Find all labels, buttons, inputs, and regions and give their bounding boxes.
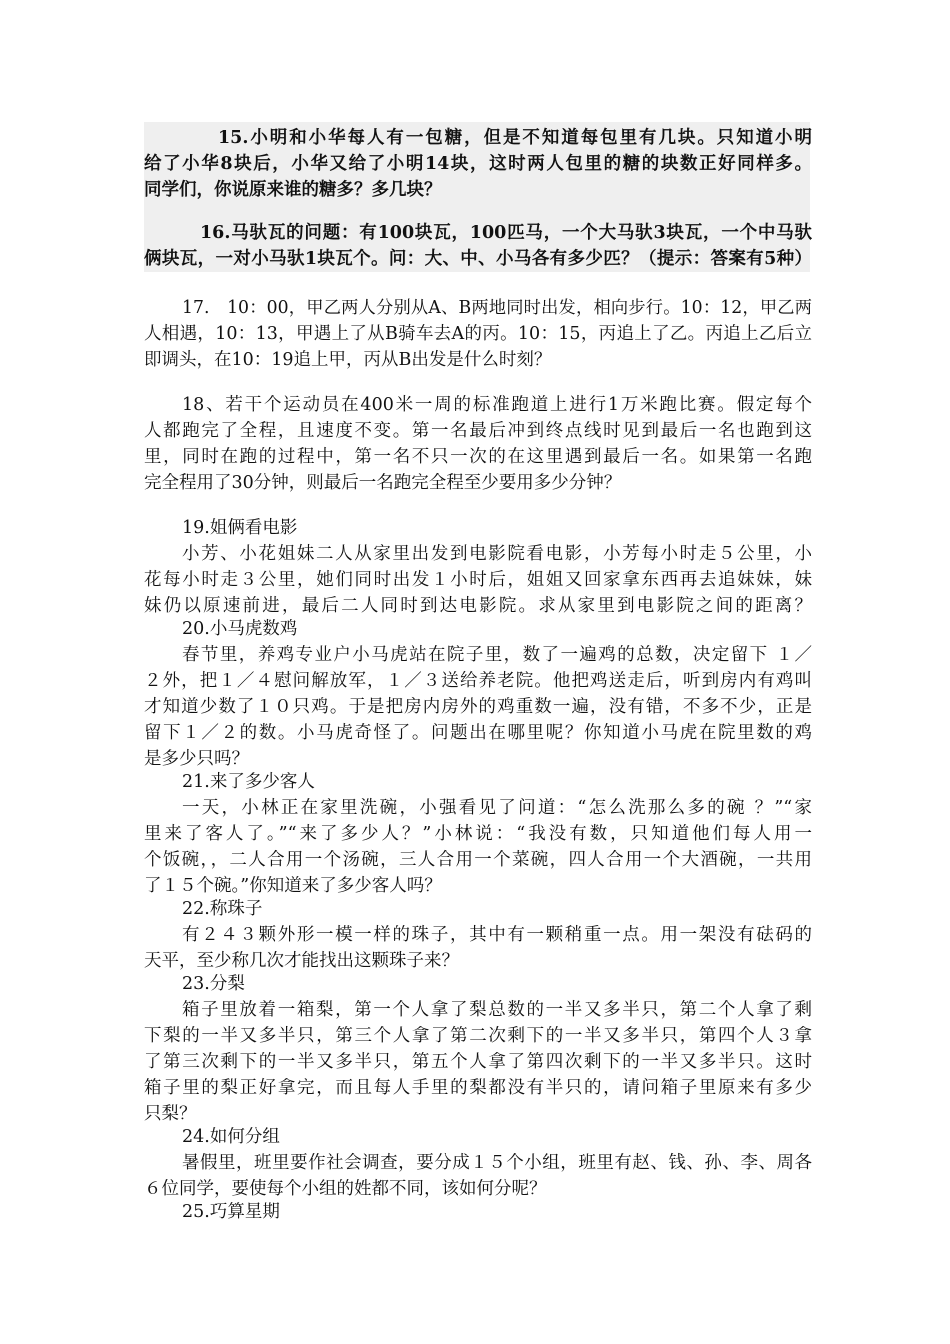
- paragraph-line: 给了小华8块后，小华又给了小明14块，这时两人包里的糖的块数正好同样多。: [144, 154, 812, 174]
- paragraph-line: 花每小时走３公里，她们同时出发１小时后，姐姐又回家拿东西再去追妹妹，妹: [144, 570, 812, 590]
- paragraph-line: 里来了客人了。”“来了多少人？”小林说：“我没有数，只知道他们每人用一: [144, 824, 812, 844]
- question-title: 19.姐俩看电影: [182, 518, 298, 538]
- paragraph-line: ６位同学，要使每个小组的姓都不同，该如何分呢？: [144, 1179, 547, 1199]
- paragraph-line: 暑假里，班里要作社会调查，要分成１５个小组，班里有赵、钱、孙、李、周各: [182, 1153, 812, 1173]
- question-title: 25.巧算星期: [182, 1202, 280, 1222]
- paragraph-line: 是多少只吗？: [144, 749, 249, 769]
- paragraph-line: 箱子里放着一箱梨，第一个人拿了梨总数的一半又多半只，第二个人拿了剩: [182, 1000, 812, 1020]
- paragraph-line: 16.马驮瓦的问题：有100块瓦，100匹马，一个大马驮3块瓦，一个中马驮: [200, 223, 812, 243]
- paragraph-line: 下梨的一半又多半只，第三个人拿了第二次剩下的一半又多半只，第四个人３拿: [144, 1026, 812, 1046]
- paragraph-line: 了１５个碗。”你知道来了多少客人吗？: [144, 876, 442, 896]
- paragraph-line: 才知道少数了１０只鸡。于是把房内房外的鸡重数一遍，没有错，不多不少，正是: [144, 697, 812, 717]
- paragraph-line: 完全程用了30分钟，则最后一名跑完全程至少要用多少分钟？: [144, 473, 622, 493]
- paragraph-line: ２外，把１／４慰问解放军，１／３送给养老院。他把鸡送走后，听到房内有鸡叫: [144, 671, 812, 691]
- paragraph-line: 17. 10：00，甲乙两人分别从A、B两地同时出发，相向步行。10：12，甲乙两: [182, 298, 812, 318]
- paragraph-line: 妹仍以原速前进，最后二人同时到达电影院。求从家里到电影院之间的距离？: [144, 596, 812, 616]
- paragraph-line: 人都跑完了全程，且速度不变。第一名最后冲到终点线时见到最后一名也跑到这: [144, 421, 812, 441]
- paragraph-line: 天平，至少称几次才能找出这颗珠子来？: [144, 951, 459, 971]
- paragraph-line: 15.小明和小华每人有一包糖，但是不知道每包里有几块。只知道小明: [218, 128, 812, 148]
- paragraph-line: 俩块瓦，一对小马驮1块瓦个。问：大、中、小马各有多少匹？（提示：答案有5种）: [144, 249, 812, 269]
- question-title: 20.小马虎数鸡: [182, 619, 298, 639]
- paragraph-line: 一天，小林正在家里洗碗，小强看见了问道：“怎么洗那么多的碗 ？”“家: [182, 798, 812, 818]
- question-title: 23.分梨: [182, 974, 245, 994]
- question-title: 24.如何分组: [182, 1127, 280, 1147]
- question-title: 21.来了多少客人: [182, 772, 315, 792]
- paragraph-line: 18、若干个运动员在400米一周的标准跑道上进行1万米跑比赛。假定每个: [182, 395, 812, 415]
- question-title: 22.称珠子: [182, 899, 263, 919]
- paragraph-line: 小芳、小花姐妹二人从家里出发到电影院看电影，小芳每小时走５公里，小: [182, 544, 812, 564]
- paragraph-line: 有２４３颗外形一模一样的珠子，其中有一颗稍重一点。用一架没有砝码的: [182, 925, 812, 945]
- paragraph-line: 个饭碗，，二人合用一个汤碗，三人合用一个菜碗，四人合用一个大酒碗，一共用: [144, 850, 812, 870]
- paragraph-line: 箱子里的梨正好拿完，而且每人手里的梨都没有半只的，请问箱子里原来有多少: [144, 1078, 812, 1098]
- paragraph-line: 即调头，在10：19追上甲，丙从B出发是什么时刻？: [144, 350, 552, 370]
- paragraph-line: 春节里，养鸡专业户小马虎站在院子里，数了一遍鸡的总数，决定留下 １／: [182, 645, 812, 665]
- paragraph-line: 只梨？: [144, 1104, 197, 1124]
- paragraph-line: 里，同时在跑的过程中，第一名不只一次的在这里遇到最后一名。如果第一名跑: [144, 447, 812, 467]
- paragraph-line: 留下１／２的数。小马虎奇怪了。问题出在哪里呢？你知道小马虎在院里数的鸡: [144, 723, 812, 743]
- paragraph-line: 了第三次剩下的一半又多半只，第五个人拿了第四次剩下的一半又多半只。这时: [144, 1052, 812, 1072]
- paragraph-line: 同学们，你说原来谁的糖多？多几块？: [144, 180, 442, 200]
- paragraph-line: 人相遇，10：13，甲遇上了从B骑车去A的丙。10：15，丙追上了乙。丙追上乙后立: [144, 324, 812, 344]
